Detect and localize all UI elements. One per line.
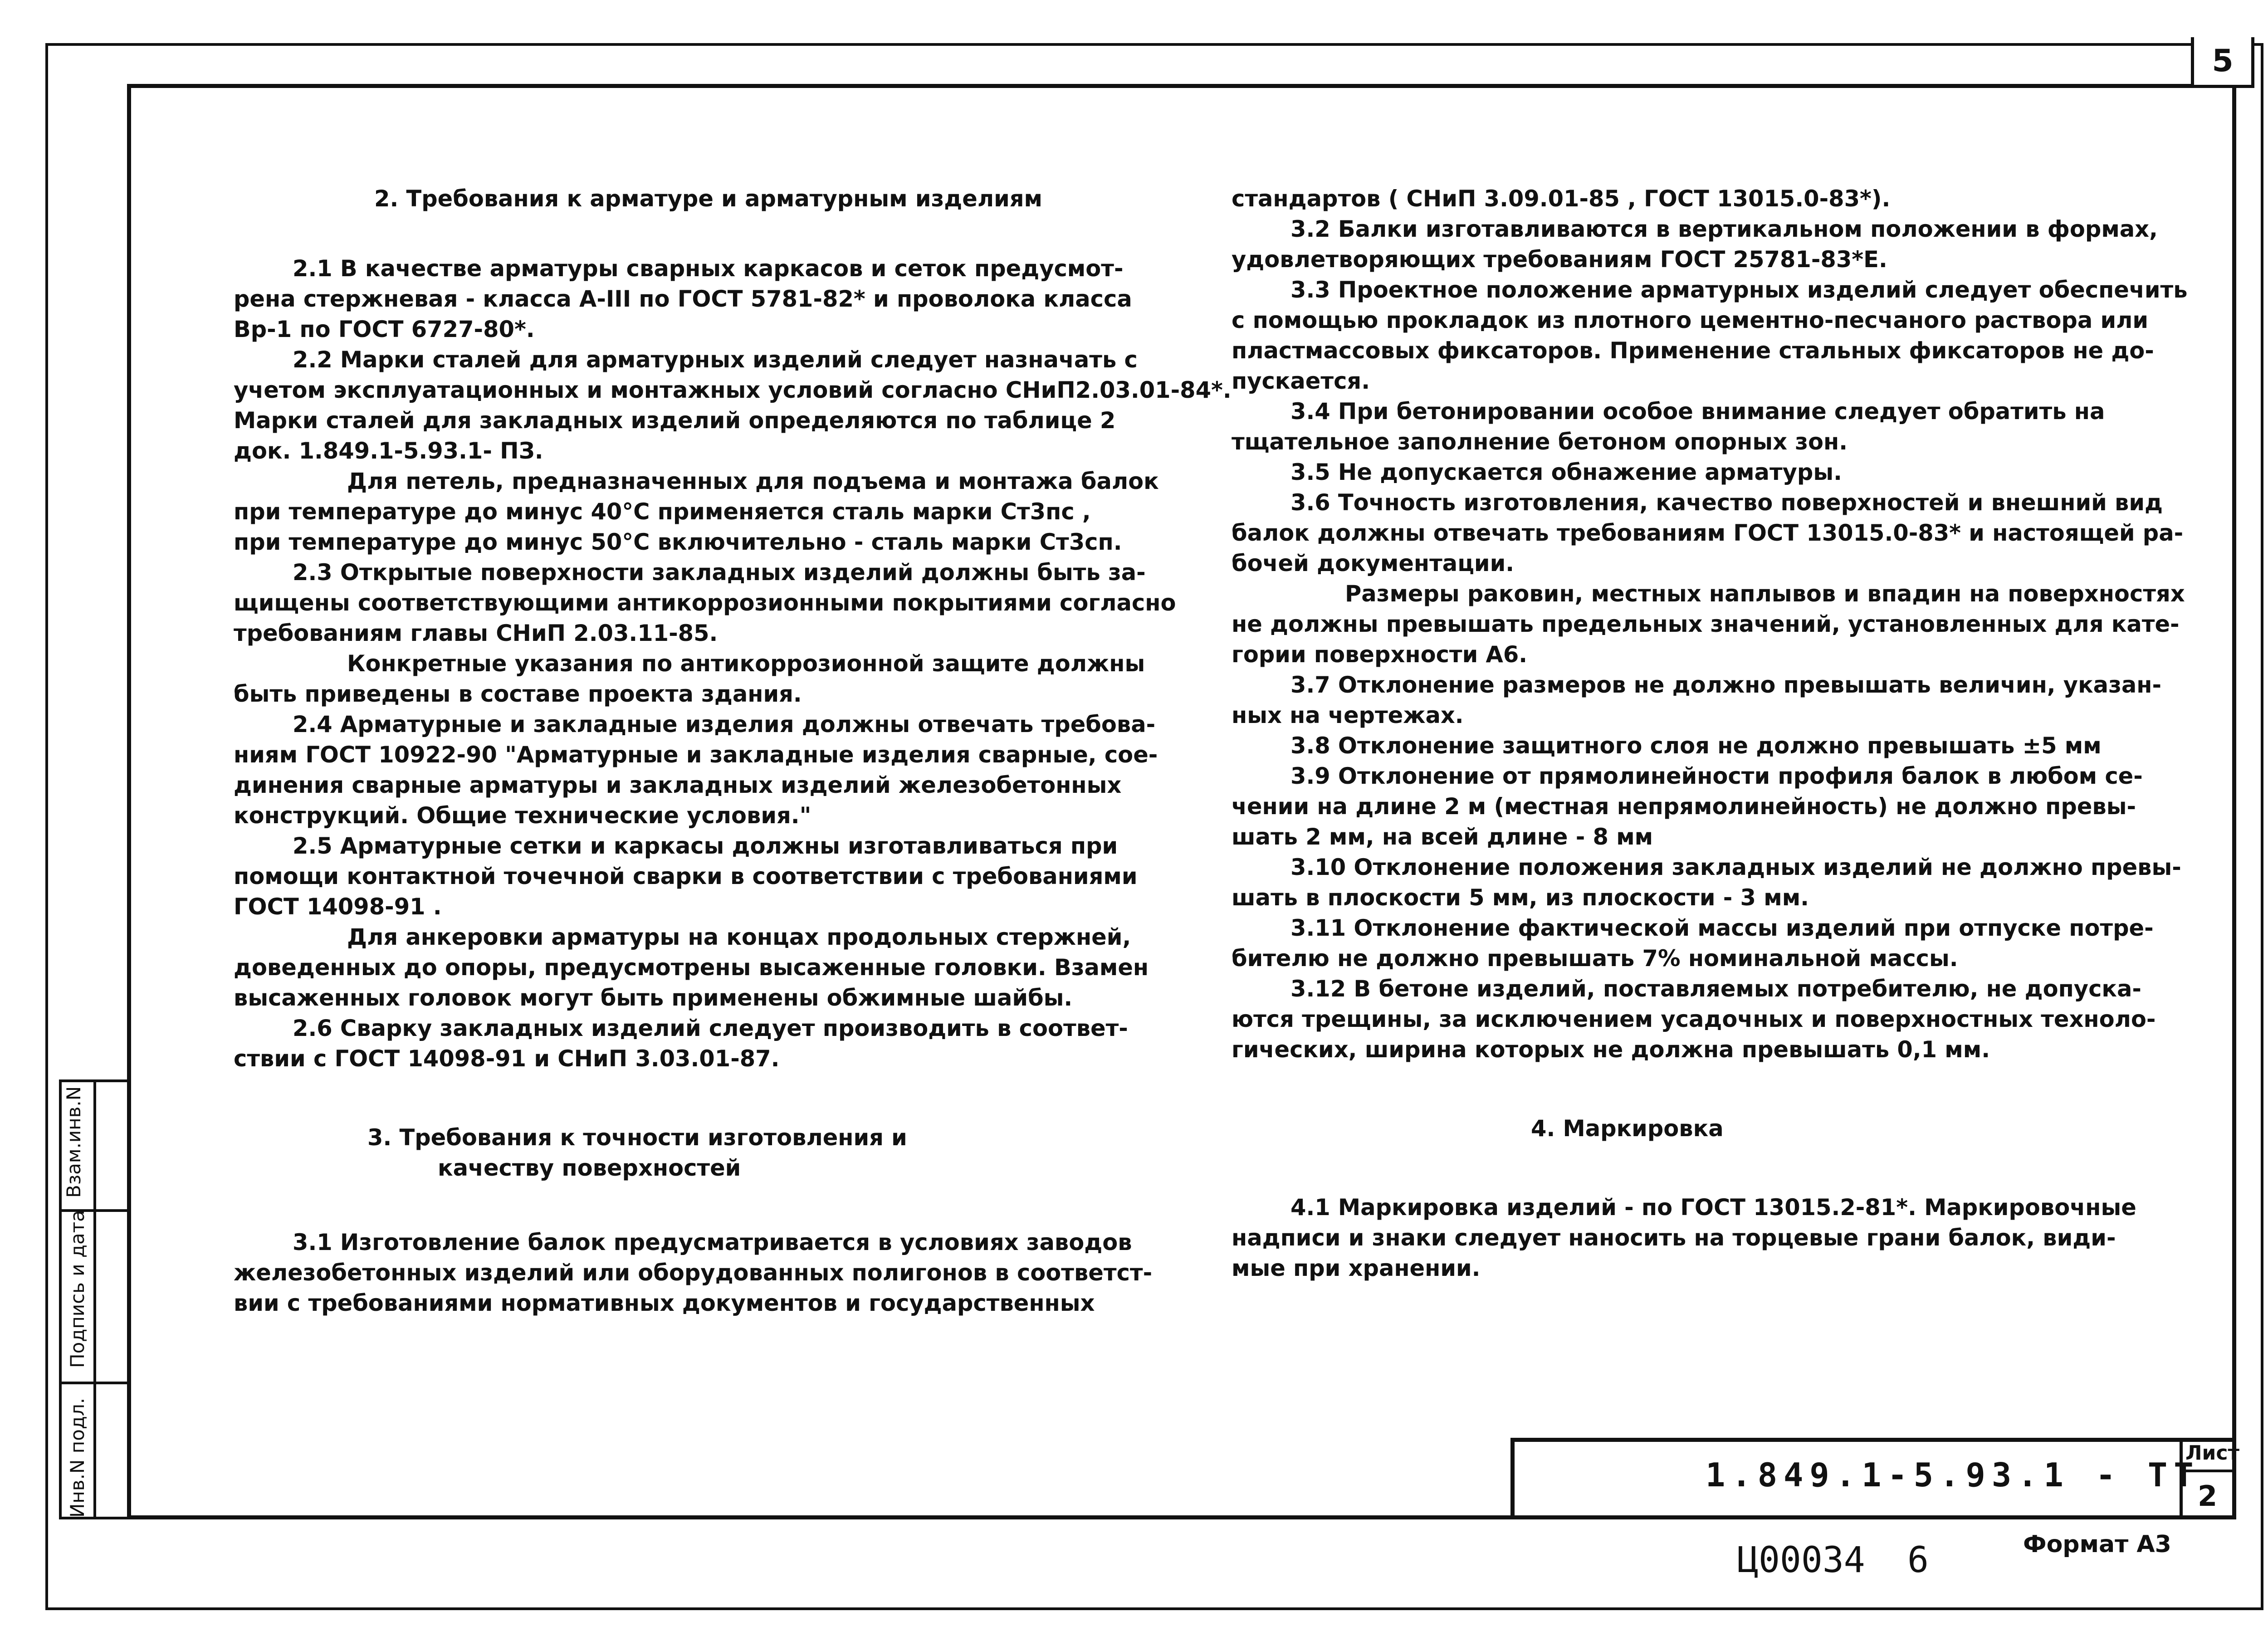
section-4-line: мые при хранении. — [1232, 1255, 1481, 1281]
section-2-line: 2.1 В качестве арматуры сварных каркасов и сеток предусмот- — [293, 255, 1124, 282]
section-3-right-line: 3.8 Отклонение защитного слоя не должно превышать ±5 мм — [1290, 733, 2102, 759]
format-label: Формат А3 — [2023, 1531, 2171, 1558]
archive-number: 6 — [1907, 1540, 1929, 1581]
section-3-right-line: 3.3 Проектное положение арматурных изделий следует обеспечить — [1290, 277, 2188, 303]
stamp-sign-label: Подпись и дата — [66, 1210, 88, 1368]
sheet-cell-divider — [2180, 1470, 2236, 1472]
section-3-right-line: 3.11 Отклонение фактической массы изделий при отпуске потре- — [1290, 915, 2154, 941]
section-2-line: конструкций. Общие технические условия." — [234, 802, 811, 829]
section-4-heading: 4. Маркировка — [1531, 1115, 1724, 1142]
section-2-line: док. 1.849.1-5.93.1- ПЗ. — [234, 438, 543, 464]
section-3-right-line: 3.4 При бетонировании особое внимание следует обратить на — [1290, 398, 2105, 425]
section-3-right-line: 3.2 Балки изготавливаются в вертикальном положении в формах, — [1290, 216, 2158, 242]
section-2-line: при температуре до минус 40°С применяется сталь марки Ст3пс , — [234, 498, 1091, 525]
page-number: 5 — [2212, 43, 2234, 79]
section-3-heading: 3. Требования к точности изготовления и — [367, 1124, 907, 1151]
stamp-vzam-label: Взам.инв.N — [63, 1086, 85, 1198]
section-2-line: рена стержневая - класса А-III по ГОСТ 5781-82* и проволока класса — [234, 286, 1132, 312]
section-2-line: быть приведены в составе проекта здания. — [234, 681, 802, 707]
section-2-line: при температуре до минус 50°С включительно - сталь марки Ст3сп. — [234, 529, 1122, 555]
section-3-right-line: стандартов ( СНиП 3.09.01-85 , ГОСТ 13015.0-83*). — [1232, 186, 1891, 212]
section-3-right-line: 3.7 Отклонение размеров не должно превышать величин, указан- — [1290, 672, 2161, 698]
section-2-line: Марки сталей для закладных изделий определяются по таблице 2 — [234, 407, 1116, 434]
section-3-right-line: 3.5 Не допускается обнажение арматуры. — [1290, 459, 1842, 485]
stamp-inv-label: Инв.N подл. — [66, 1397, 88, 1518]
section-3-right-line: с помощью прокладок из плотного цементно-песчаного раствора или — [1232, 307, 2149, 333]
section-3-right-line: ных на чертежах. — [1232, 702, 1464, 728]
section-3-right-line: бочей документации. — [1232, 550, 1515, 576]
section-2-line: щищены соответствующими антикоррозионными покрытиями согласно — [234, 590, 1176, 616]
section-3-right-line: чении на длине 2 м (местная непрямолинейность) не должно превы- — [1232, 793, 2136, 820]
section-2-line: 2.2 Марки сталей для арматурных изделий следует назначать с — [293, 347, 1138, 373]
section-3-right-line: 3.6 Точность изготовления, качество поверхностей и внешний вид — [1290, 489, 2163, 516]
stamp-column-divider — [93, 1082, 96, 1517]
section-3-line: железобетонных изделий или оборудованных полигонов в соответст- — [234, 1260, 1153, 1286]
section-2-line: 2.6 Сварку закладных изделий следует производить в соответ- — [293, 1015, 1128, 1041]
section-3-right-line: бителю не должно превышать 7% номинальной массы. — [1232, 945, 1958, 972]
section-2-line: Для петель, предназначенных для подъема и монтажа балок — [347, 468, 1159, 494]
section-2-line: 2.3 Открытые поверхности закладных изделий должны быть за- — [293, 559, 1146, 586]
section-2-line: Для анкеровки арматуры на концах продольных стержней, — [347, 924, 1131, 950]
left-stamp-strip — [59, 1079, 127, 1519]
section-3-right-line: пластмассовых фиксаторов. Применение стальных фиксаторов не до- — [1232, 337, 2154, 364]
sheet-label: Лист — [2185, 1441, 2239, 1465]
right-text-column — [1232, 184, 2188, 1284]
section-3-right-line: пускается. — [1232, 368, 1370, 394]
section-3-right-line: балок должны отвечать требованиям ГОСТ 13015.0-83* и настоящей ра- — [1232, 520, 2184, 546]
section-3-right-line: удовлетворяющих требованиям ГОСТ 25781-83*Е. — [1232, 246, 1887, 273]
section-3-right-line: 3.12 В бетоне изделий, поставляемых потребителю, не допуска- — [1290, 976, 2141, 1002]
section-3-body — [234, 1227, 1163, 1319]
section-3-line: 3.1 Изготовление балок предусматривается в условиях заводов — [293, 1229, 1132, 1255]
section-2-line: 2.5 Арматурные сетки и каркасы должны изготавливаться при — [293, 833, 1118, 859]
section-2-body — [234, 254, 1232, 1074]
section-2-line: Вр-1 по ГОСТ 6727-80*. — [234, 316, 535, 342]
section-2-line: учетом эксплуатационных и монтажных условий согласно СНиП2.03.01-84*. — [234, 377, 1232, 403]
section-3-heading-cont: качеству поверхностей — [438, 1155, 741, 1181]
section-3-continued-body — [1232, 184, 2188, 1065]
section-2-line: высаженных головок могут быть применены обжимные шайбы. — [234, 985, 1073, 1011]
stamp-row-divider — [62, 1382, 130, 1384]
section-2-line: ствии с ГОСТ 14098-91 и СНиП 3.03.01-87. — [234, 1045, 780, 1072]
section-3-right-line: ются трещины, за исключением усадочных и поверхностных техноло- — [1232, 1006, 2156, 1032]
section-2-line: ГОСТ 14098-91 . — [234, 894, 442, 920]
section-4-line: надписи и знаки следует наносить на торцевые грани балок, види- — [1232, 1225, 2116, 1251]
section-4-body — [1232, 1192, 2143, 1284]
section-3-right-line: 3.10 Отклонение положения закладных изделий не должно превы- — [1290, 854, 2181, 880]
document-code: 1.849.1-5.93.1 - ТТ — [1706, 1456, 2200, 1494]
section-2-line: динения сварные арматуры и закладных изделий железобетонных — [234, 772, 1122, 798]
section-2-line: ниям ГОСТ 10922-90 "Арматурные и закладные изделия сварные, сое- — [234, 742, 1158, 768]
section-3-line: вии с требованиями нормативных документов и государственных — [234, 1290, 1095, 1316]
archive-code: Ц00034 — [1737, 1540, 1865, 1581]
section-2-line: 2.4 Арматурные и закладные изделия должны отвечать требова- — [293, 711, 1156, 737]
section-2-line: Конкретные указания по антикоррозионной защите должны — [347, 650, 1145, 677]
section-3-right-line: шать в плоскости 5 мм, из плоскости - 3 мм. — [1232, 884, 1809, 911]
section-2-line: доведенных до опоры, предусмотрены высаженные головки. Взамен — [234, 954, 1149, 981]
section-3-right-line: гории поверхности А6. — [1232, 641, 1528, 668]
section-3-right-line: шать 2 мм, на всей длине - 8 мм — [1232, 824, 1653, 850]
section-3-right-line: не должны превышать предельных значений, установленных для кате- — [1232, 611, 2180, 637]
section-3-right-line: 3.9 Отклонение от прямолинейности профиля балок в любом се- — [1290, 763, 2143, 789]
section-4-line: 4.1 Маркировка изделий - по ГОСТ 13015.2-81*. Маркировочные — [1290, 1194, 2136, 1221]
section-3-right-line: Размеры раковин, местных наплывов и впадин на поверхностях — [1345, 581, 2185, 607]
left-text-column — [234, 184, 1232, 1319]
sheet-number: 2 — [2198, 1480, 2218, 1513]
page-number-box — [2191, 37, 2254, 88]
section-2-heading: 2. Требования к арматуре и арматурным изделиям — [374, 186, 1043, 212]
section-2-line: помощи контактной точечной сварки в соответствии с требованиями — [234, 863, 1138, 889]
section-2-line: требованиям главы СНиП 2.03.11-85. — [234, 620, 718, 646]
section-3-right-line: тщательное заполнение бетоном опорных зон. — [1232, 429, 1848, 455]
section-3-right-line: гических, ширина которых не должна превышать 0,1 мм. — [1232, 1036, 1990, 1063]
